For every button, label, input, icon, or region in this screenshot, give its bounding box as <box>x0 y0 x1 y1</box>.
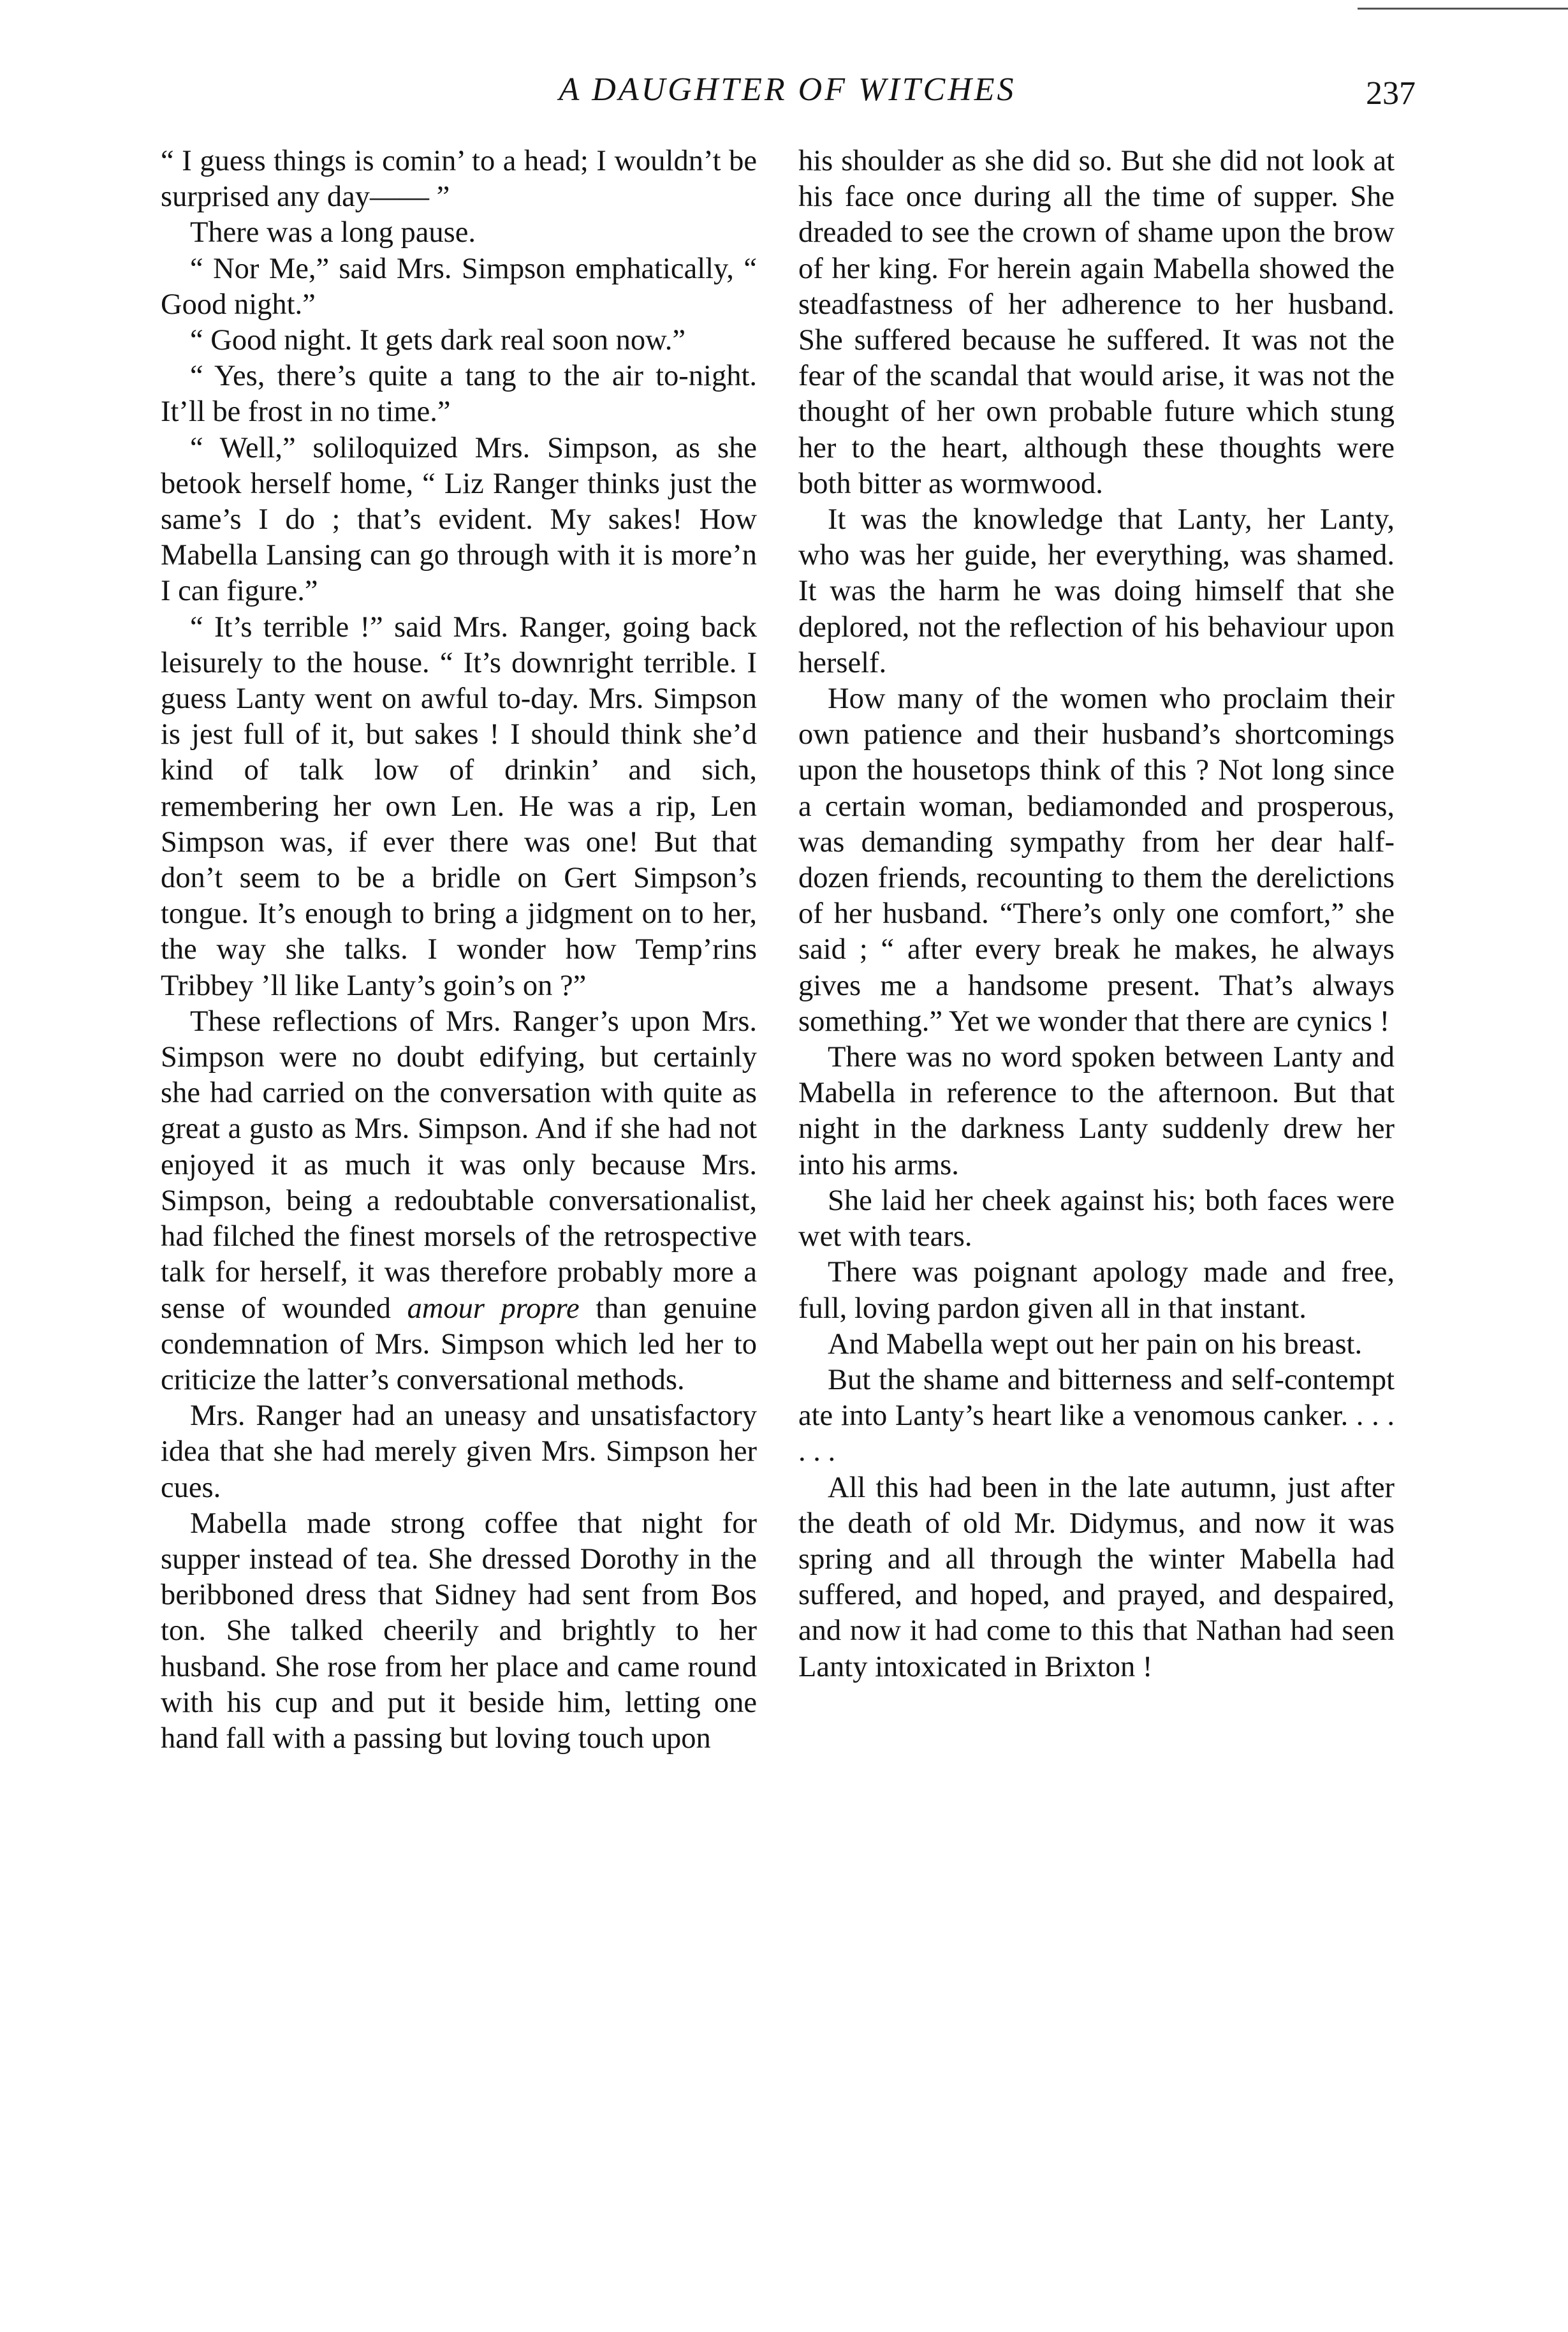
paragraph: And Mabella wept out her pain on his breast. <box>828 1327 1363 1361</box>
paragraph: Mabella made strong coffee that night for supper instead of tea. She dressed Dorothy in the beribboned dress that Sidney had sent from Bos ton. She talked cheerily and brightly to her husband. She rose from her place and came round with his cup and put it beside him, letting one hand fall with a passing but loving touch upon <box>161 1507 757 1755</box>
italic-phrase: amour propre <box>407 1292 580 1325</box>
paragraph: But the shame and bitterness and self-contempt ate into Lanty’s heart like a venomous canker. . . . . . . <box>798 1363 1395 1468</box>
right-column <box>798 144 1395 1685</box>
page-number: 237 <box>1366 75 1416 112</box>
paragraph: “ Good night. It gets dark real soon now.” <box>190 324 685 357</box>
paragraph: She laid her cheek against his; both faces were wet with tears. <box>798 1184 1395 1253</box>
left-column <box>161 144 757 1757</box>
paragraph: “ It’s terrible !” said Mrs. Ranger, going back leisurely to the house. “ It’s downright terrible. I guess Lanty went on awful to-day. Mrs. Simpson is jest full of it, but sakes ! I should think she’d kind of talk low of drinkin’ and sich, remembering her own Len. He was a rip, Len Simpson was, if ever there was one! But that don’t seem to be a bridle on Gert Simpson’s tongue. It’s enough to bring a jidgment on to her, the way she talks. I wonder how Temp’rins Tribbey ’ll like Lanty’s goin’s on ?” <box>161 610 757 1002</box>
paragraph: It was the knowledge that Lanty, her Lanty, who was her guide, her everything, was shamed. It was the harm he was doing himself that she deplored, not the reflection of his behaviour upon herself. <box>798 503 1395 679</box>
top-edge-rule <box>1358 8 1568 10</box>
running-title: A DAUGHTER OF WITCHES <box>559 71 1016 108</box>
paragraph: All this had been in the late autumn, just after the death of old Mr. Didymus, and now it was spring and all through the winter Mabella had suffered, and hoped, and prayed, and despaired, and now it had come to this that Nathan had seen Lanty intoxicated in Brixton ! <box>798 1471 1395 1683</box>
paragraph: How many of the women who proclaim their own patience and their husband’s shortcomings upon the housetops think of this ? Not long since a certain woman, bediamonded and prosperous, was demanding sympathy from her dear half-dozen friends, recounting to them the derelictions of her husband. “There’s only one comfort,” she said ; “ after every break he makes, he always gives me a handsome present. That’s always something.” Yet we wonder that there are cynics ! <box>798 683 1395 1038</box>
paragraph: There was a long pause. <box>190 216 476 249</box>
page-header <box>159 63 1416 120</box>
paragraph-text: than genuine condemnation of Mrs. Simpson which led her to criticize the latter’s conversational methods. <box>161 1292 758 1396</box>
paragraph: “ Nor Me,” said Mrs. Simpson emphatically, “ Good night.” <box>161 252 757 321</box>
paragraph: “ Well,” soliloquized Mrs. Simpson, as she betook herself home, “ Liz Ranger thinks just the same’s I do ; that’s evident. My sakes! How Mabella Lansing can go through with it is more’n I can figure.” <box>161 431 757 608</box>
paragraph: his shoulder as she did so. But she did not look at his face once during all the time of supper. She dreaded to see the crown of shame upon the brow of her king. For herein again Mabella showed the steadfastness of her adherence to her husband. She suffered because he suffered. It was not the fear of the scandal that would arise, it was not the thought of her own probable future which stung her to the heart, although these thoughts were both bitter as wormwood. <box>798 145 1395 500</box>
paragraph: “ I guess things is comin’ to a head; I wouldn’t be surprised any day—— ” <box>161 145 757 214</box>
paragraph: Mrs. Ranger had an uneasy and unsatisfactory idea that she had merely given Mrs. Simpson her cues. <box>161 1399 757 1504</box>
paragraph-text: These reflections of Mrs. Ranger’s upon Mrs. Simpson were no doubt edifying, but certainly she had carried on the conversation with quite as great a gusto as Mrs. Simpson. And if she had not enjoyed it as much it was only because Mrs. Simpson, being a redoubtable conversationalist, had filched the finest morsels of the retrospective talk for herself, it was therefore probably more a sense of wounded <box>161 1005 757 1325</box>
paragraph: “ Yes, there’s quite a tang to the air to-night. It’ll be frost in no time.” <box>161 360 757 429</box>
paragraph: There was no word spoken between Lanty and Mabella in reference to the afternoon. But that night in the darkness Lanty suddenly drew her into his arms. <box>798 1041 1395 1181</box>
paragraph <box>161 1004 757 1398</box>
paragraph: There was poignant apology made and free, full, loving pardon given all in that instant. <box>798 1256 1395 1325</box>
